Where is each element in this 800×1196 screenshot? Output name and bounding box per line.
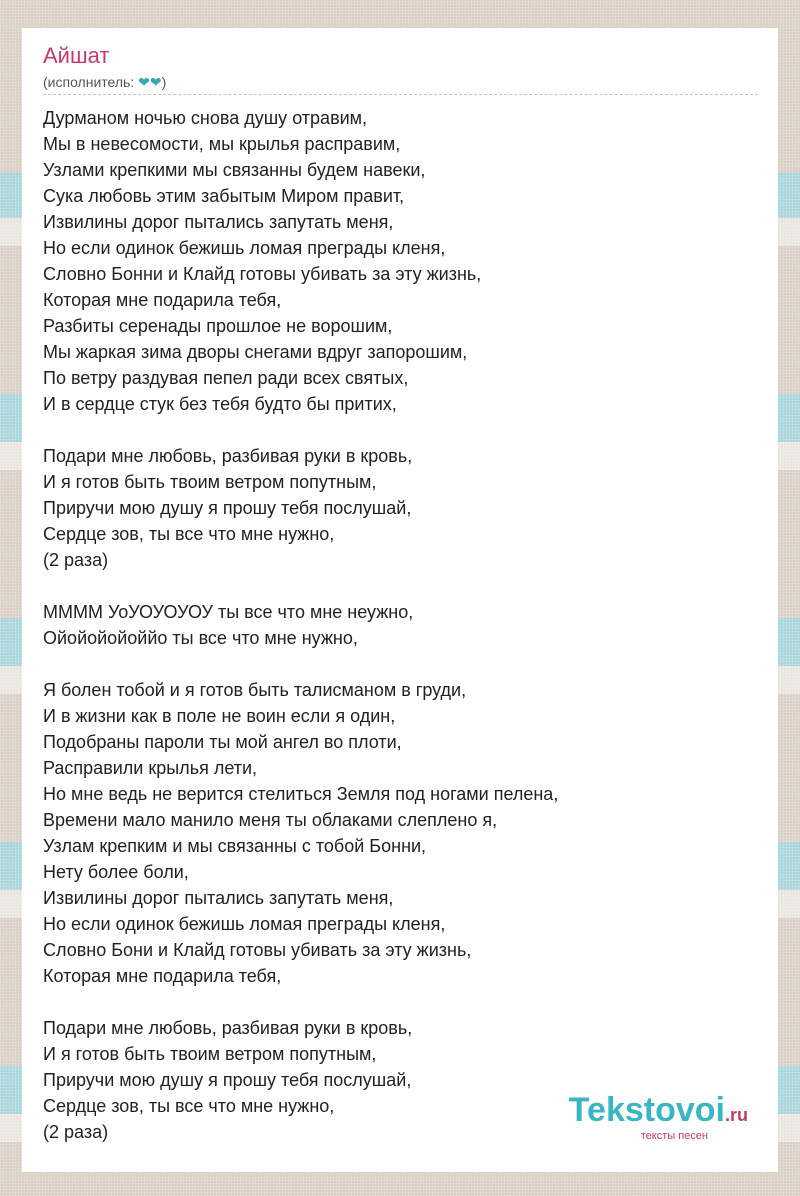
performer-prefix: (исполнитель:: [43, 74, 139, 90]
lyric-line: ММММ УоУОУОУОУ ты все что мне неужно,: [43, 602, 414, 622]
lyric-line: (2 раза): [43, 1122, 109, 1142]
lyrics-stanza: [43, 443, 758, 573]
lyric-line: Приручи мою душу я прошу тебя послушай,: [43, 1070, 412, 1090]
lyric-line: Приручи мою душу я прошу тебя послушай,: [43, 498, 412, 518]
lyric-line: Разбиты серенады прошлое не ворошим,: [43, 316, 393, 336]
lyric-line: И я готов быть твоим ветром попутным,: [43, 472, 377, 492]
lyric-line: Времени мало манило меня ты облаками слеплено я,: [43, 810, 498, 830]
lyrics-stanza: [43, 105, 758, 417]
lyric-line: (2 раза): [43, 550, 109, 570]
lyric-line: Подари мне любовь, разбивая руки в кровь,: [43, 446, 413, 466]
lyrics-text: [43, 105, 758, 1145]
lyric-line: Словно Бонни и Клайд готовы убивать за эту жизнь,: [43, 264, 482, 284]
lyric-line: Подобраны пароли ты мой ангел во плоти,: [43, 732, 402, 752]
lyric-line: Сердце зов, ты все что мне нужно,: [43, 1096, 335, 1116]
lyric-line: Но если одинок бежишь ломая преграды кленя,: [43, 914, 446, 934]
logo-main-text: Tekstovoi: [568, 1091, 725, 1129]
performer-suffix: ): [161, 74, 167, 90]
lyric-line: Мы жаркая зима дворы снегами вдруг запорошим,: [43, 342, 468, 362]
lyric-line: Узлами крепкими мы связанны будем навеки,: [43, 160, 426, 180]
lyric-line: Но если одинок бежишь ломая преграды кленя,: [43, 238, 446, 258]
lyric-line: Нету более боли,: [43, 862, 189, 882]
song-title: Айшат: [43, 43, 110, 68]
lyric-line: Я болен тобой и я готов быть талисманом в груди,: [43, 680, 467, 700]
lyrics-stanza: [43, 599, 758, 651]
lyric-line: Словно Бони и Клайд готовы убивать за эту жизнь,: [43, 940, 472, 960]
lyric-line: По ветру раздувая пепел ради всех святых,: [43, 368, 409, 388]
performer-name[interactable]: ❤❤: [138, 74, 162, 90]
lyric-line: Извилины дорог пытались запутать меня,: [43, 888, 394, 908]
lyric-line: И я готов быть твоим ветром попутным,: [43, 1044, 377, 1064]
lyric-line: И в жизни как в поле не воин если я один,: [43, 706, 396, 726]
lyrics-card: [22, 28, 778, 1172]
lyric-line: Ойойойойоййо ты все что мне нужно,: [43, 628, 358, 648]
lyric-line: И в сердце стук без тебя будто бы притих,: [43, 394, 397, 414]
lyric-line: Сердце зов, ты все что мне нужно,: [43, 524, 335, 544]
lyric-line: Сука любовь этим забытым Миром правит,: [43, 186, 405, 206]
lyric-line: Которая мне подарила тебя,: [43, 966, 282, 986]
logo-tagline: тексты песен: [640, 1130, 708, 1142]
lyrics-stanza: [43, 677, 758, 989]
lyric-line: Узлам крепким и мы связанны с тобой Бонни,: [43, 836, 427, 856]
lyric-line: Которая мне подарила тебя,: [43, 290, 282, 310]
logo-tld: .ru: [724, 1105, 748, 1125]
site-logo: [569, 1093, 748, 1142]
performer-line: [43, 72, 758, 95]
lyric-line: Извилины дорог пытались запутать меня,: [43, 212, 394, 232]
lyric-line: Но мне ведь не верится стелиться Земля под ногами пелена,: [43, 784, 559, 804]
lyric-line: Подари мне любовь, разбивая руки в кровь,: [43, 1018, 413, 1038]
lyric-line: Расправили крылья лети,: [43, 758, 258, 778]
lyric-line: Дурманом ночью снова душу отравим,: [43, 108, 368, 128]
lyric-line: Мы в невесомости, мы крылья расправим,: [43, 134, 401, 154]
